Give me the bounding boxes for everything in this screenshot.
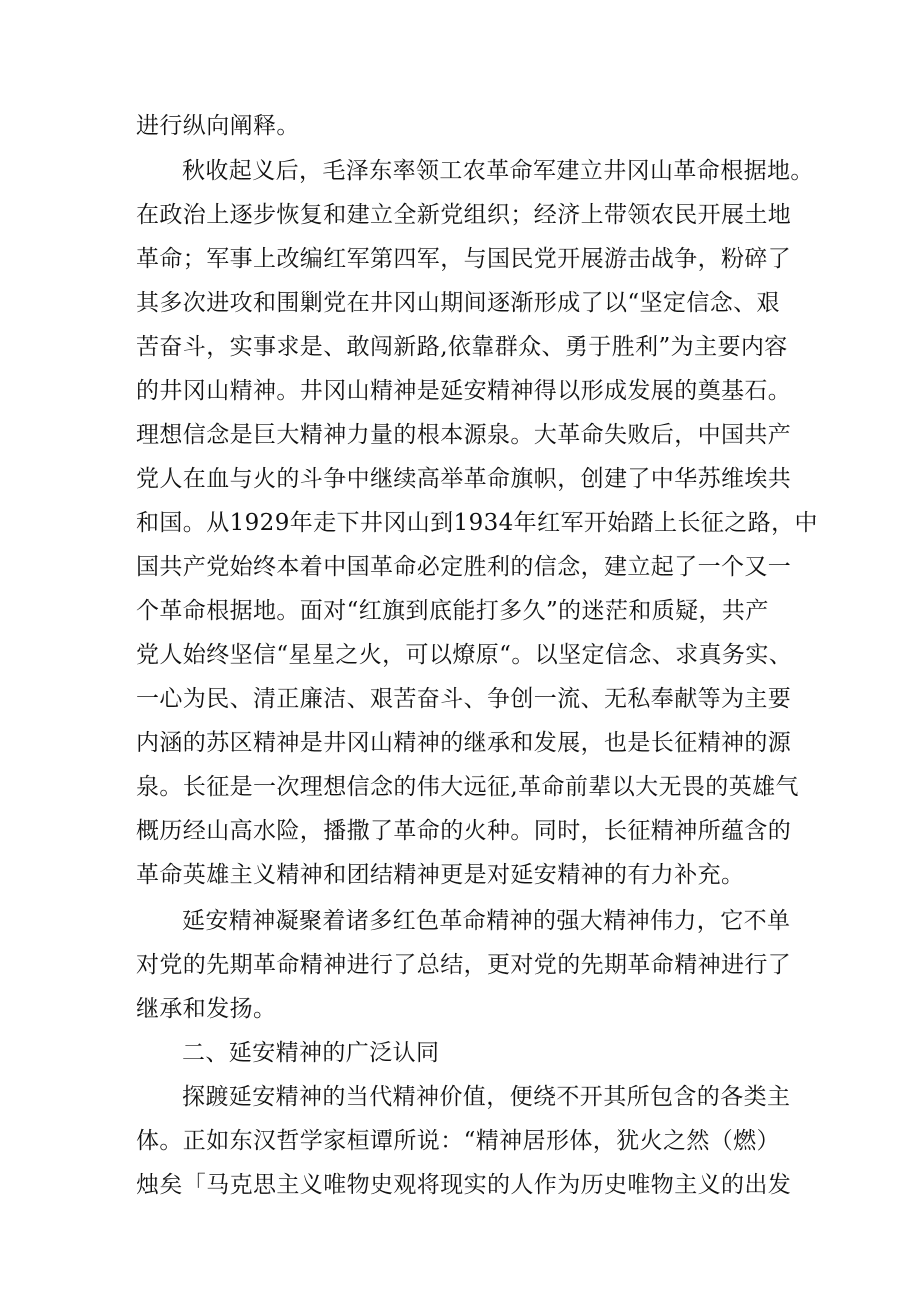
text-line: 革命英雄主义精神和团结精神更是对延安精神的有力补充。 xyxy=(136,862,745,888)
text-line: 对党的先期革命精神进行了总结，更对党的先期革命精神进行了 xyxy=(136,952,792,978)
text-line: 在政治上逐步恢复和建立全新党组织；经济上带领农民开展土地 xyxy=(136,202,792,228)
text-line: 其多次进攻和围剿党在井冈山期间逐渐形成了以“坚定信念、艰 xyxy=(136,290,780,316)
section-heading: 二、延安精神的广泛认同 xyxy=(182,1040,440,1066)
paragraph-first-line: 延安精神凝聚着诸多红色革命精神的强大精神伟力，它不单 xyxy=(182,908,791,934)
paragraph-first-line: 探踱延安精神的当代精神价值，便绕不开其所包含的各类主 xyxy=(182,1084,791,1110)
text-line: 一心为民、清正廉洁、艰苦奋斗、争创一流、无私奉献等为主要 xyxy=(136,686,792,712)
text-line: 党人始终坚信“星星之火，可以燎原“。以坚定信念、求真务实、 xyxy=(136,642,793,668)
paragraph-first-line: 秋收起义后，毛泽东率领工农革命军建立井冈山革命根据地。 xyxy=(182,158,814,184)
text-line: 苦奋斗，实事求是、敢闯新路,依靠群众、勇于胜利”为主要内容 xyxy=(136,334,788,360)
text-line: 党人在血与火的斗争中继续高举革命旗帜，创建了中华苏维埃共 xyxy=(136,466,792,492)
text-line: 的井冈山精神。井冈山精神是延安精神得以形成发展的奠基石。 xyxy=(136,378,792,404)
text-line: 内涵的苏区精神是井冈山精神的继承和发展，也是长征精神的源 xyxy=(136,730,792,756)
text-line: 个革命根据地。面对“红旗到底能打多久”的迷茫和质疑，共产 xyxy=(136,598,769,624)
text-line: 烛矣「马克思主义唯物史观将现实的人作为历史唯物主义的出发 xyxy=(136,1172,792,1198)
text-line: 革命；军事上改编红军第四军，与国民党开展游击战争，粉碎了 xyxy=(136,246,792,272)
text-line: 理想信念是巨大精神力量的根本源泉。大革命失败后，中国共产 xyxy=(136,422,792,448)
text-line: 概历经山高水险，播撒了革命的火种。同时，长征精神所蕴含的 xyxy=(136,818,792,844)
text-line: 泉。长征是一次理想信念的伟大远征,革命前辈以大无畏的英雄气 xyxy=(136,774,799,800)
text-line: 和国。从1929年走下井冈山到1934年红军开始踏上长征之路，中 xyxy=(136,510,818,536)
text-line: 国共产党始终本着中国革命必定胜利的信念，建立起了一个又一 xyxy=(136,554,792,580)
text-line: 进行纵向阐释。 xyxy=(136,113,300,139)
text-line: 继承和发扬。 xyxy=(136,996,277,1022)
text-line: 体。正如东汉哲学家桓谭所说：“精神居形体，犹火之然（燃） xyxy=(136,1128,780,1154)
